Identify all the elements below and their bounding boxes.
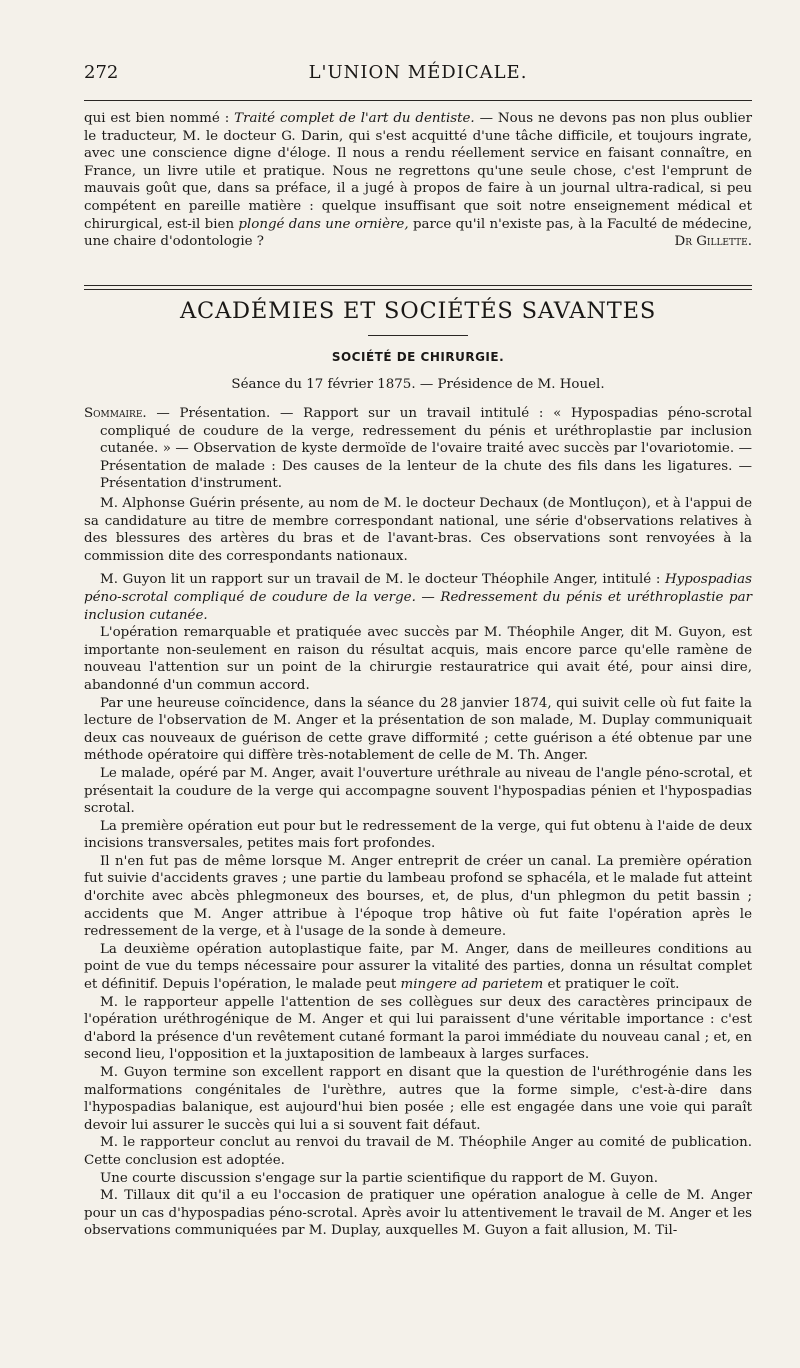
body-paragraph-13: M. Tillaux dit qu'il a eu l'occasion de pratiquer une opération analogue à celle de M. Anger pour un cas d'hypospadias péno-scrotal. Après avoir lu attentivement le travail de M. Anger et les observations communiquées par M. Duplay, auxquelles M. Guyon a fait allusion, M. Til-	[84, 1188, 752, 1239]
body-text	[84, 495, 752, 1240]
body-paragraph-3: L'opération remarquable et pratiquée avec succès par M. Théophile Anger, dit M. Guyon, est importante non-seulement en raison du résultat acquis, mais encore parce qu'elle ramène de nouveau l'attention sur un point de la chirurgie restauratrice qui avait été, pour ainsi dire, abandonné d'un commun accord.	[84, 625, 752, 693]
body-paragraph-2-text: M. Guyon lit un rapport sur un travail de M. le docteur Théophile Anger, intitulé :	[100, 572, 665, 588]
body-paragraph-10: M. Guyon termine son excellent rapport en disant que la question de l'uréthrogénie dans les malformations congénitales de l'urèthre, autres que la forme simple, c'est-à-dire dans l'hypospadias balanique, est aujourd'hui bien posée ; elle est engagée dans une voie qui paraît devoir lui assurer le succès qui lui a si souvent fait défaut.	[84, 1065, 752, 1133]
intro-text	[84, 110, 752, 251]
summary-label: Sommaire.	[84, 406, 147, 421]
summary-block	[84, 405, 752, 493]
body-paragraph-7: Il n'en fut pas de même lorsque M. Anger entreprit de créer un canal. La première opération fut suivie d'accidents graves ; une partie du lambeau profond se sphacéla, et le malade fut atteint d'orchite avec abcès phlegmoneux des bourses, et, de plus, d'un phlegmon du petit bassin ; accidents que M. Anger attribue à l'époque trop hâtive où fut faite l'opération après le redressement de la verge, et à l'usage de la sonde à demeure.	[84, 853, 752, 940]
body-paragraph-8-text-b: et pratiquer le coït.	[543, 977, 680, 993]
running-title: L'UNION MÉDICALE.	[308, 62, 528, 83]
body-paragraph-2-title: Hypospadias péno-scrotal compliqué de coudure de la verge. — Redressement du pénis et uréthroplastie par inclusion cutanée.	[84, 572, 752, 623]
body-paragraph-12: Une courte discussion s'engage sur la partie scientifique du rapport de M. Guyon.	[100, 1170, 659, 1186]
title-short-rule	[368, 335, 468, 336]
summary-text: — Présentation. — Rapport sur un travail intitulé : « Hypospadias péno-scrotal compliqué de coudure de la verge, redressement du pénis et uréthroplastie par inclusion cutanée. » — Observation de kyste dermoïde de l'ovaire traité avec succès par l'ovariotomie. — Présentation de malade : Des causes de la lenteur de la chute des fils dans les ligatures. — Présentation d'instrument.	[100, 406, 752, 492]
section-double-rule	[84, 285, 752, 290]
body-paragraph-1: M. Alphonse Guérin présente, au nom de M. le docteur Dechaux (de Montluçon), et à l'appui de sa candidature au titre de membre correspondant national, une série d'observations relatives à des blessures des artères du bras et de l'avant-bras. Ces observations sont renvoyées à la commission dite des correspondants nationaux.	[84, 496, 752, 564]
intro-text-2: — Nous ne devons pas non plus oublier le traducteur, M. le docteur G. Darin, qui s'est acquitté d'une tâche difficile, et toujours ingrate, avec une conscience digne d'éloge. Il nous a rendu réellement service en faisant connaître, en France, un livre utile et pratique. Nous ne regrettons qu'une seule chose, c'est l'emprunt de mauvais goût que, dans sa préface, il a jugé à propos de faire à un journal ultra-radical, si peu compétent en pareille matière : quelque insuffisant que soit notre enseignement médical et chirurgical, est-il bien	[84, 111, 753, 232]
body-paragraph-8-latin: mingere ad parietem	[400, 977, 544, 993]
body-paragraph-8-text-a: La deuxième opération autoplastique faite, par M. Anger, dans de meilleures conditions au point de vue du temps nécessaire pour assurer la vitalité des parties, donna un résultat complet et définitif. Depuis l'opération, le malade peut	[84, 941, 752, 993]
section-title: ACADÉMIES ET SOCIÉTÉS SAVANTES	[179, 298, 657, 324]
intro-book-title: Traité complet de l'art du dentiste.	[234, 111, 475, 126]
body-paragraph-8	[84, 941, 752, 994]
intro-italic-phrase: plongé dans une ornière,	[238, 216, 409, 232]
session-line: Séance du 17 février 1875. — Présidence de M. Houel.	[231, 377, 605, 392]
intro-text-1: qui est bien nommé :	[84, 111, 235, 126]
body-paragraph-9: M. le rapporteur appelle l'attention de ses collègues sur deux des caractères principaux de l'opération uréthrogénique de M. Anger et qui lui paraissent d'une véritable importance : c'est d'abord la présence d'un revêtement cutané formant la paroi immédiate du nouveau canal ; et, en second lieu, l'opposition et la juxtaposition de lambeaux à larges surfaces.	[84, 994, 752, 1063]
intro-paragraph	[84, 110, 752, 251]
body-paragraph-4: Par une heureuse coïncidence, dans la séance du 28 janvier 1874, qui suivit celle où fut faite la lecture de l'observation de M. Anger et la présentation de son malade, M. Duplay communiquait deux cas nouveaux de guérison de cette grave difformité ; cette guérison a été obtenue par une méthode opératoire qui diffère très-notablement de celle de M. Th. Anger.	[84, 695, 752, 764]
society-title: SOCIÉTÉ DE CHIRURGIE.	[331, 350, 505, 364]
intro-text-3: parce qu'il n'existe pas, à la Faculté de médecine, une chaire d'odontologie ?	[84, 216, 752, 250]
header-rule	[84, 100, 752, 101]
body-paragraph-6: La première opération eut pour but le redressement de la verge, qui fut obtenu à l'aide de deux incisions transversales, petites mais fort profondes.	[84, 818, 752, 852]
body-paragraph-5: Le malade, opéré par M. Anger, avait l'ouverture uréthrale au niveau de l'angle péno-scrotal, et présentait la coudure de la verge qui accompagne souvent l'hypospadias pénien et l'hypospadias scrotal.	[84, 765, 752, 817]
page-number: 272	[84, 62, 119, 83]
page-header	[84, 62, 752, 90]
body-paragraph-11: M. le rapporteur conclut au renvoi du travail de M. Théophile Anger au comité de publication. Cette conclusion est adoptée.	[84, 1135, 752, 1168]
body-paragraph-2	[84, 571, 752, 624]
signature: Dr Gillette.	[674, 234, 752, 250]
